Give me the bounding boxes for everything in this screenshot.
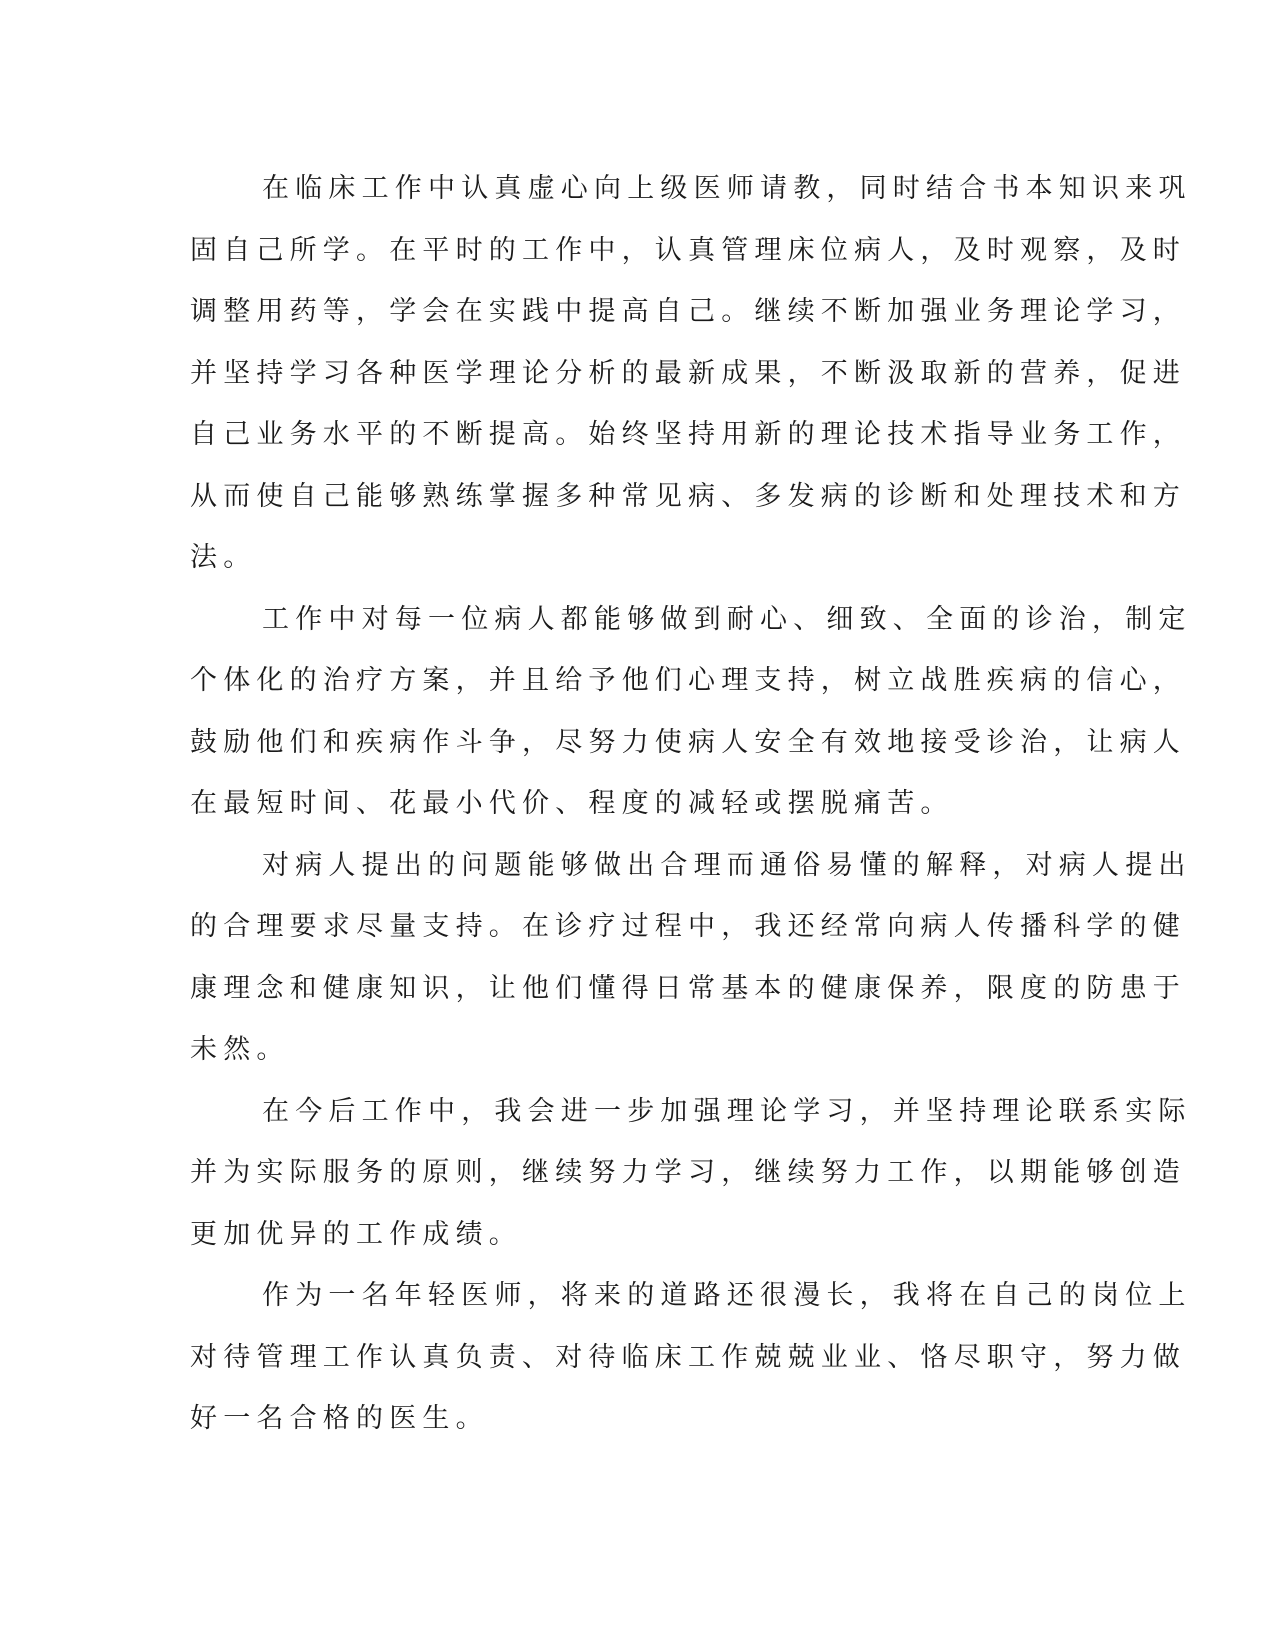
text-line: 未然。 [190, 1034, 290, 1065]
paragraph-2 [190, 589, 1192, 835]
paragraph-1 [190, 158, 1192, 589]
text-line: 对待管理工作认真负责、对待临床工作兢兢业业、恪尽职守，努力做 [190, 1341, 1186, 1373]
text-line: 在最短时间、花最小代价、程度的减轻或摆脱痛苦。 [190, 788, 954, 819]
text-line: 工作中对每一位病人都能够做到耐心、细致、全面的诊治，制定 [262, 603, 1192, 635]
text-line: 作为一名年轻医师，将来的道路还很漫长，我将在自己的岗位上 [262, 1280, 1192, 1311]
text-line: 固自己所学。在平时的工作中，认真管理床位病人，及时观察，及时 [190, 234, 1186, 266]
paragraph-4 [190, 1081, 1192, 1266]
text-line: 个体化的治疗方案，并且给予他们心理支持，树立战胜疾病的信心， [190, 665, 1186, 696]
text-line: 从而使自己能够熟练掌握多种常见病、多发病的诊断和处理技术和方 [190, 480, 1186, 512]
text-line: 对病人提出的问题能够做出合理而通俗易懂的解释，对病人提出 [262, 849, 1192, 881]
paragraph-5 [190, 1265, 1192, 1450]
text-line: 法。 [190, 542, 257, 573]
text-line: 在临床工作中认真虚心向上级医师请教，同时结合书本知识来巩 [262, 173, 1192, 204]
text-line: 在今后工作中，我会进一步加强理论学习，并坚持理论联系实际 [262, 1095, 1192, 1127]
text-line: 的合理要求尽量支持。在诊疗过程中，我还经常向病人传播科学的健 [190, 911, 1186, 942]
text-line: 鼓励他们和疾病作斗争，尽努力使病人安全有效地接受诊治，让病人 [190, 726, 1186, 758]
text-line: 并为实际服务的原则，继续努力学习，继续努力工作，以期能够创造 [190, 1157, 1186, 1188]
text-line: 更加优异的工作成绩。 [190, 1218, 522, 1250]
paragraph-3 [190, 835, 1192, 1081]
text-line: 自己业务水平的不断提高。始终坚持用新的理论技术指导业务工作， [190, 419, 1186, 450]
text-line: 康理念和健康知识，让他们懂得日常基本的健康保养，限度的防患于 [190, 972, 1186, 1004]
text-line: 并坚持学习各种医学理论分析的最新成果，不断汲取新的营养，促进 [190, 357, 1186, 389]
text-line: 调整用药等，学会在实践中提高自己。继续不断加强业务理论学习， [190, 296, 1186, 327]
text-line: 好一名合格的医生。 [190, 1403, 489, 1434]
document-body [190, 158, 1192, 1450]
